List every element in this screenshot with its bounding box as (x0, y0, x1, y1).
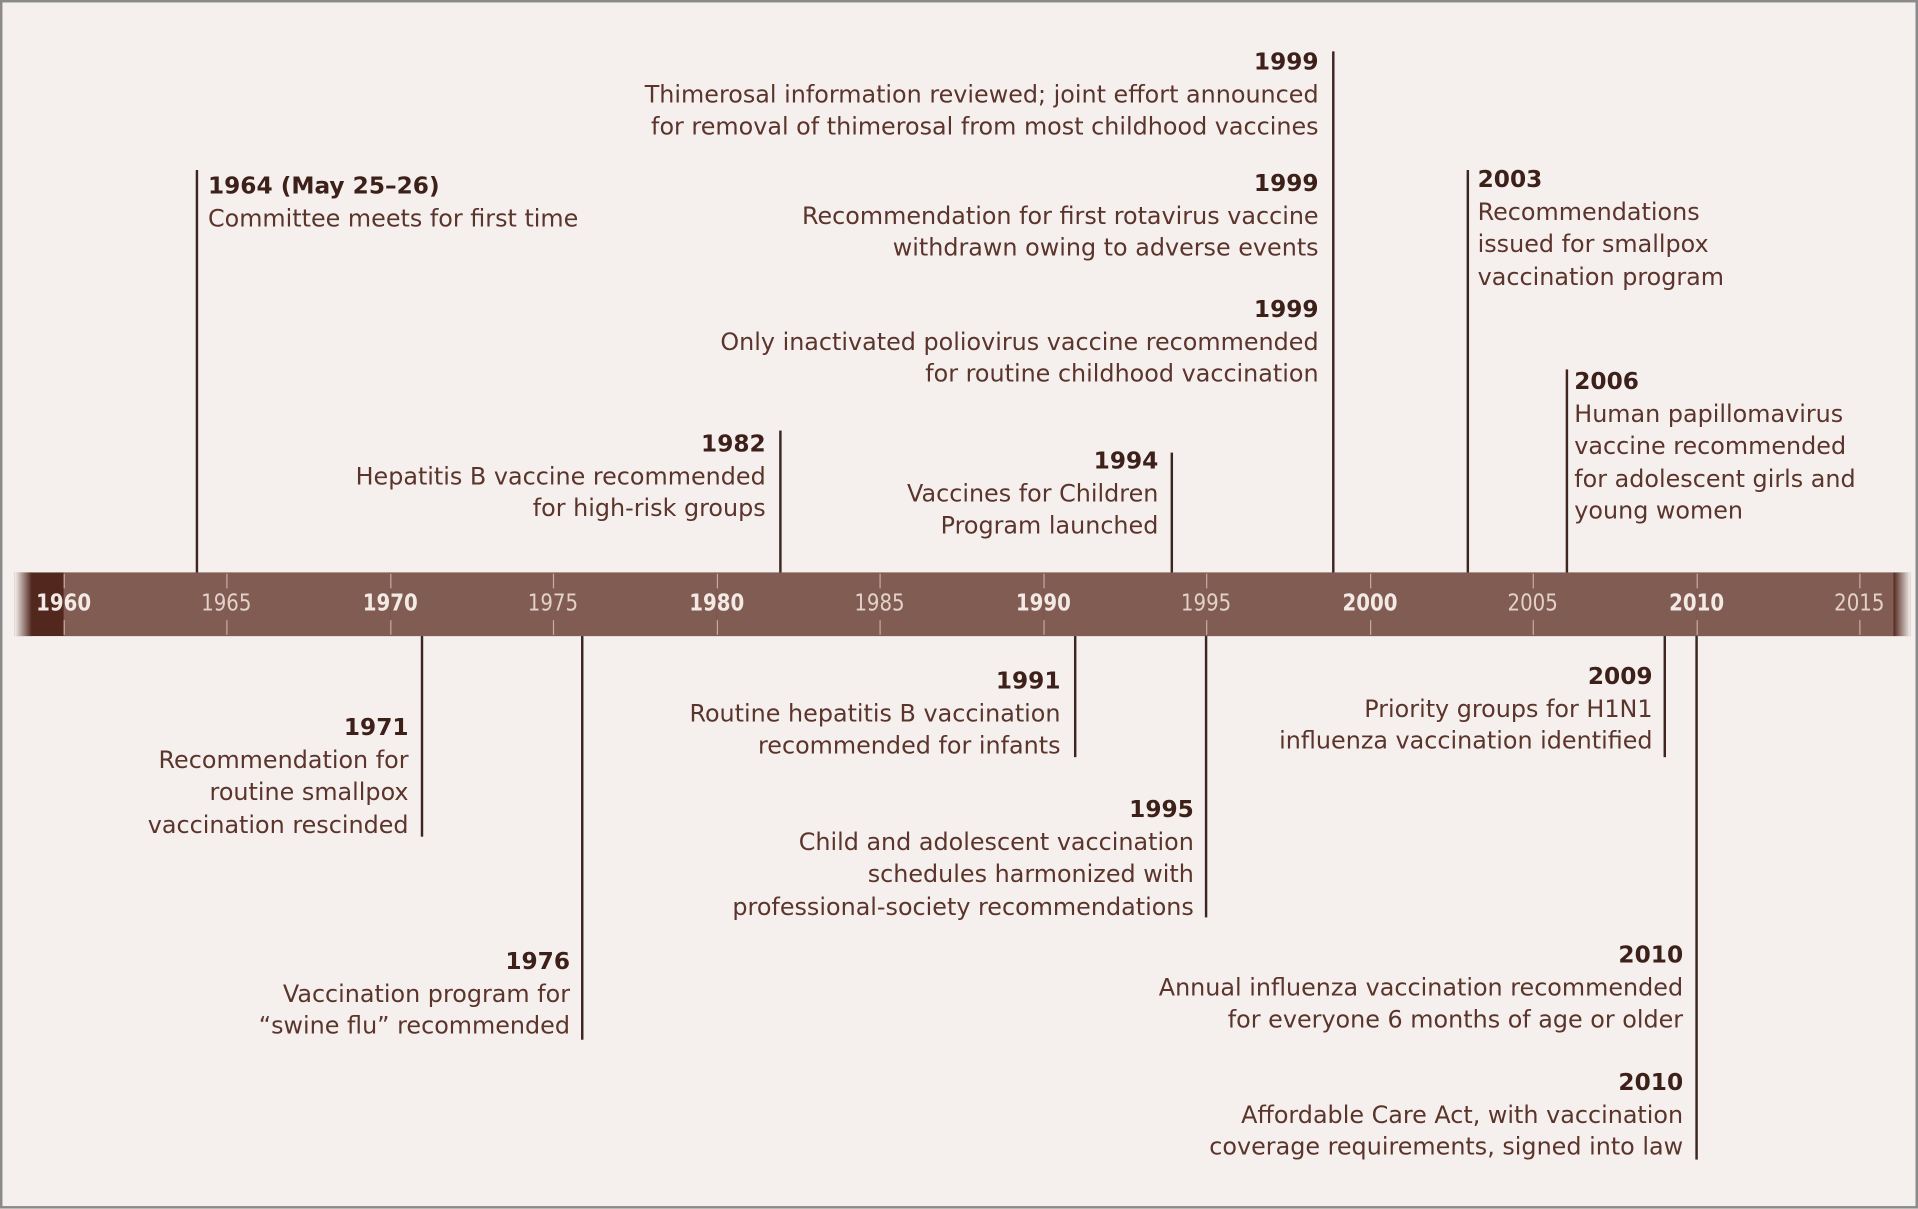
event-line-2009 (1664, 636, 1666, 757)
axis-tick (1370, 620, 1371, 635)
axis-tick-label: 2010 (1668, 589, 1724, 617)
axis-tick (64, 620, 65, 635)
axis-tick (390, 574, 391, 589)
event-text: Only inactivated poliovirus vaccine recommended for routine childhood vaccination (720, 327, 1319, 388)
event-line-1964 (196, 170, 198, 572)
axis-tick (1206, 574, 1207, 589)
axis-tick (227, 620, 228, 635)
axis-tick (1859, 574, 1860, 589)
event-2003 (1478, 164, 1724, 294)
event-text: Annual influenza vaccination recommended for everyone 6 months of age or older (1158, 973, 1684, 1034)
event-text: Vaccines for Children Program launched (907, 478, 1159, 540)
event-text: Thimerosal information reviewed; joint effort announced for removal of thimerosal from most childhood vaccines (644, 80, 1319, 141)
event-1999-thimerosal (645, 46, 1319, 143)
event-year: 1964 (May 25–26) (207, 172, 440, 200)
axis-tick (553, 574, 554, 589)
axis-tick-label: 1985 (854, 589, 905, 617)
event-year: 1999 (1253, 48, 1319, 76)
axis-tick-label: 2005 (1507, 589, 1558, 617)
axis-tick-label: 1975 (528, 589, 579, 617)
event-2009 (1279, 661, 1652, 758)
event-2006 (1574, 366, 1855, 528)
event-text: Priority groups for H1N1 influenza vaccination identified (1279, 694, 1653, 755)
event-text: Recommendation for routine smallpox vaccination rescinded (147, 745, 409, 839)
event-1994 (907, 445, 1158, 542)
event-year: 2010 (1618, 941, 1684, 969)
event-line-1999 (1332, 51, 1334, 572)
event-1999-polio (720, 294, 1318, 391)
event-1999-rotavirus (802, 168, 1319, 265)
event-text: Vaccination program for “swine flu” recommended (258, 979, 571, 1040)
event-year: 2010 (1618, 1069, 1684, 1096)
event-year: 1994 (1093, 447, 1159, 475)
event-1964 (208, 170, 578, 235)
axis-tick (1533, 574, 1534, 589)
axis-tick (227, 574, 228, 589)
axis-tick-label: 1980 (689, 589, 745, 617)
axis-tick (717, 574, 718, 589)
event-text: Affordable Care Act, with vaccination coverage requirements, signed into law (1209, 1100, 1684, 1161)
event-year: 2006 (1574, 368, 1639, 396)
event-text: Recommendations issued for smallpox vaccination program (1477, 197, 1725, 291)
event-year: 1999 (1253, 170, 1319, 197)
axis-tick (1043, 620, 1044, 635)
event-line-1976 (581, 636, 583, 1040)
axis-tick (1206, 620, 1207, 635)
event-1982 (356, 428, 766, 525)
event-text: Hepatitis B vaccine recommended for high-risk groups (355, 461, 766, 523)
event-text: Child and adolescent vaccination schedules harmonized with professional-society recommendations (732, 827, 1194, 921)
event-year: 1976 (505, 947, 571, 975)
event-year: 1999 (1253, 296, 1319, 323)
event-1991 (689, 665, 1060, 762)
event-text: Recommendation for first rotavirus vaccine withdrawn owing to adverse events (801, 201, 1319, 262)
event-line-1995 (1205, 636, 1207, 917)
event-1995 (732, 794, 1193, 924)
event-1971 (148, 712, 409, 842)
axis-tick (880, 620, 881, 635)
event-text: Human papillomavirus vaccine recommended for adolescent girls and young women (1574, 399, 1856, 525)
axis-tick (64, 574, 65, 589)
event-2010-aca (1209, 1067, 1683, 1164)
event-line-1991 (1074, 636, 1076, 757)
event-year: 2009 (1587, 662, 1653, 690)
axis-tick (1696, 620, 1697, 635)
event-year: 1982 (701, 430, 766, 458)
event-line-2010 (1695, 636, 1697, 1160)
axis-tick-label: 2015 (1834, 589, 1885, 617)
axis-tick (1043, 574, 1044, 589)
axis-tick-label: 1965 (201, 589, 252, 617)
event-line-2006 (1566, 369, 1568, 572)
event-year: 1971 (343, 714, 409, 742)
event-year: 1995 (1129, 796, 1194, 824)
axis-tick (717, 620, 718, 635)
event-line-1971 (421, 636, 423, 837)
bar-fade-left (15, 572, 32, 636)
event-2010-influenza (1159, 939, 1683, 1036)
axis-tick (553, 620, 554, 635)
event-text: Routine hepatitis B vaccination recommended for infants (689, 699, 1061, 760)
axis-tick (1533, 620, 1534, 635)
axis-tick (390, 620, 391, 635)
event-line-1994 (1171, 453, 1173, 573)
axis-tick-label: 2000 (1342, 589, 1398, 617)
axis-tick (1859, 620, 1860, 635)
event-1976 (259, 946, 570, 1043)
axis-tick (1370, 574, 1371, 589)
axis-tick-label: 1995 (1181, 589, 1232, 617)
event-line-1982 (779, 431, 781, 573)
event-year: 2003 (1477, 166, 1543, 194)
axis-tick-label: 1960 (36, 589, 92, 617)
event-line-2003 (1467, 170, 1469, 572)
axis-tick-label: 1970 (362, 589, 418, 617)
bar-fade-right (1894, 572, 1911, 636)
axis-tick (880, 574, 881, 589)
event-year: 1991 (995, 667, 1061, 695)
axis-tick-label: 1990 (1015, 589, 1071, 617)
event-text: Committee meets for first time (207, 203, 579, 232)
axis-tick (1696, 574, 1697, 589)
